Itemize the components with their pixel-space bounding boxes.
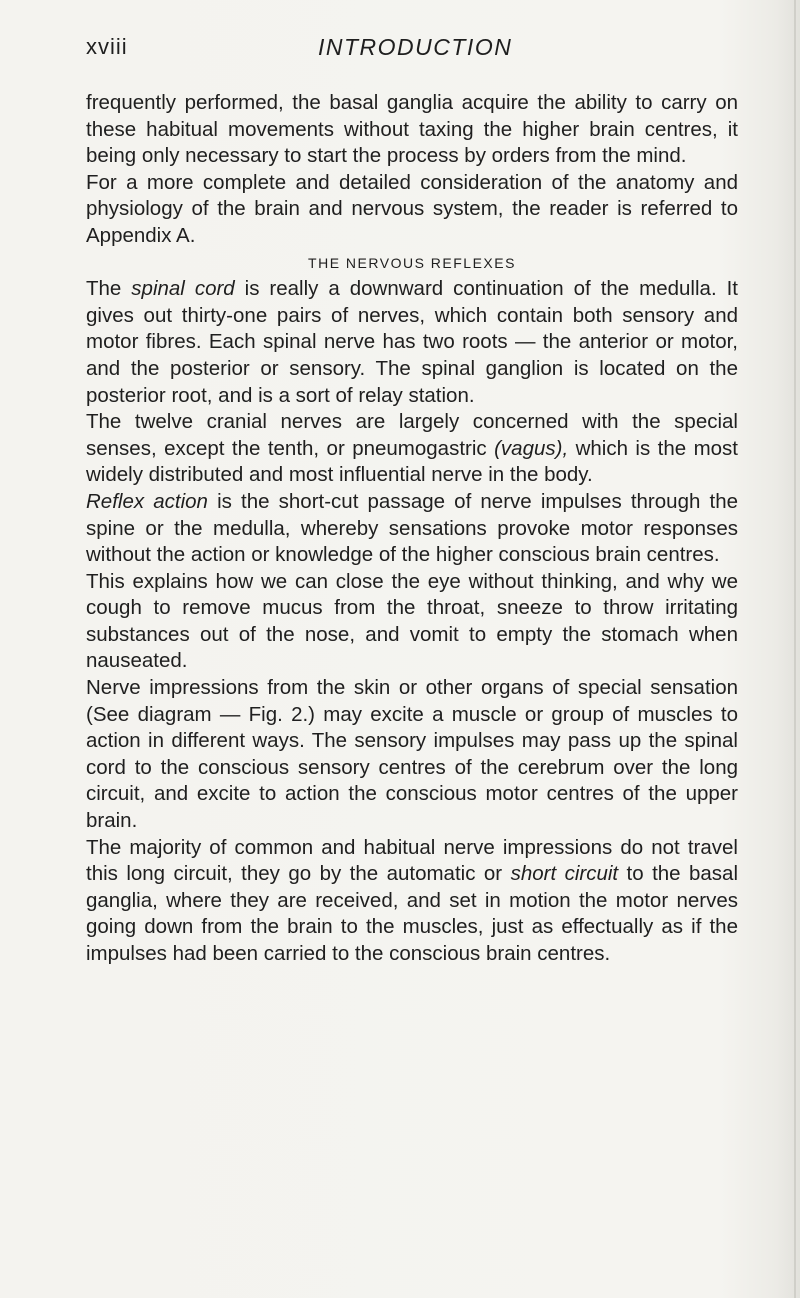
text-run: The majority of common and habitual nerve impressions do not travel this long circuit, they go by the automatic or (86, 835, 738, 886)
paragraph (86, 409, 738, 489)
paragraph: frequently performed, the basal ganglia acquire the ability to carry on these habitual movements without taxing the higher brain centres, it being only necessary to start the process by orders from the mind. (86, 91, 738, 168)
text-run: is really a downward continuation of the medulla. It gives out thirty-one pairs of nerves, which contain both sensory and motor fibres. Each spinal nerve has two roots — the anterior or motor, and the posterior or sensory. The spinal ganglion is located on the posterior root, and is a sort of relay station. (86, 277, 738, 407)
page-number: xviii (86, 34, 128, 59)
body-text (86, 90, 738, 968)
paragraph (86, 276, 738, 409)
text-run: is the short-cut passage of nerve impulses through the spine or the medulla, whereby sensations provoke motor responses without the action or knowledge of the higher conscious brain centres. (86, 489, 738, 567)
paragraph: This explains how we can close the eye without thinking, and why we cough to remove mucus from the throat, sneeze to throw irritating substances out of the nose, and vomit to empty the stomach when nauseated. (86, 569, 738, 673)
emphasis: Reflex action (86, 489, 208, 513)
emphasis: (vagus), (494, 436, 569, 460)
running-title: INTRODUCTION (318, 34, 513, 60)
emphasis: short circuit (510, 862, 619, 886)
page-edge (794, 0, 796, 1298)
paragraph: Nerve impressions from the skin or other organs of special sensation (See diagram — Fig. 2.) may excite a muscle or group of muscles to action in different ways. The sensory impulses may pass up the spinal cord to the conscious sensory centres of the cerebrum over the long circuit, and excite to action the conscious motor centres of the upper brain. (86, 676, 738, 833)
paragraph: For a more complete and detailed consideration of the anatomy and physiology of the brain and nervous system, the reader is referred to Appendix A. (86, 170, 738, 247)
text-run: The twelve cranial nerves are largely concerned with the special senses, except the tenth, or pneumogastric (86, 410, 738, 460)
paragraph (86, 489, 738, 569)
paragraph (86, 835, 738, 968)
page-header (86, 30, 726, 64)
text-run: which is the most widely distributed and most influential nerve in the body. (86, 436, 739, 487)
text-run: to the basal ganglia, where they are received, and set in motion the motor nerves going down from the brain to the muscles, just as effectually as if the impulses had been carried to the conscious brain centres. (86, 862, 738, 965)
section-heading: THE NERVOUS REFLEXES (308, 254, 516, 271)
emphasis: spinal cord (131, 277, 235, 301)
text-run: The (86, 277, 132, 301)
